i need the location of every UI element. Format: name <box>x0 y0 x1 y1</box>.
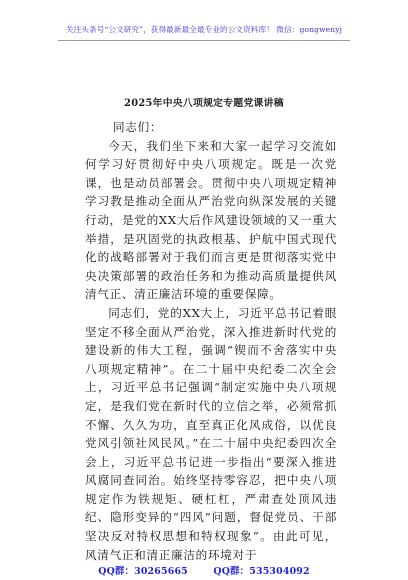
footer-qq-group-2: QQ群：535304092 <box>213 566 310 577</box>
footer-contact <box>0 563 408 577</box>
header-divider <box>58 40 350 41</box>
footer-qq-group-1: QQ群：30265665 <box>98 566 188 577</box>
document-title: 2025年中央八项规定专题党课讲稿 <box>124 98 284 109</box>
body-paragraph-2: 同志们，党的XX大上，习近平总书记着眼坚定不移全面从严治党，深入推进新时代党的建设新的伟大工程，强调“锲而不舍落实中央八项规定精神”。在二十届中央纪委二次全会上，习近平总书记强调“制定实施中央八项规定，是我们党在新时代的立信之举，必须常抓不懈、久久为功，直至真正化风成俗，以优良党风引领社风民风。”在二十届中央纪委四次全会上，习近平总书记进一步指出“要深入推进风腐同查同治。始终坚持零容忍，把中央八项规定作为铁规矩、硬杠杠，严肃查处顶风违纪、隐形变异的“四风”问题，督促党员、干部坚决反对特权思想和特权现象”。由此可见，风清气正和清正廉洁的环境对于 <box>85 305 337 562</box>
salutation: 同志们： <box>113 120 163 134</box>
header-banner: 关注头条号“公文研究”，获得最新最全最专业的公文资料库！ 微信：gongwenyj <box>65 25 343 34</box>
document-body <box>85 118 337 564</box>
body-paragraph-1: 今天，我们坐下来和大家一起学习交流如何学习好贯彻好中央八项规定。既是一次党课，也是动员部署会。贯彻中央八项规定精神学习教是推动全面从严治党向纵深发展的关键行动，是党的XX大后作风建设领域的又一重大举措，是巩固党的执政根基、护航中国式现代化的战略部署对于我们而言更是贯彻落实党中央决策部署的政治任务和为推动高质量提供风清气正、清正廉洁环境的重要保障。 <box>85 138 337 302</box>
